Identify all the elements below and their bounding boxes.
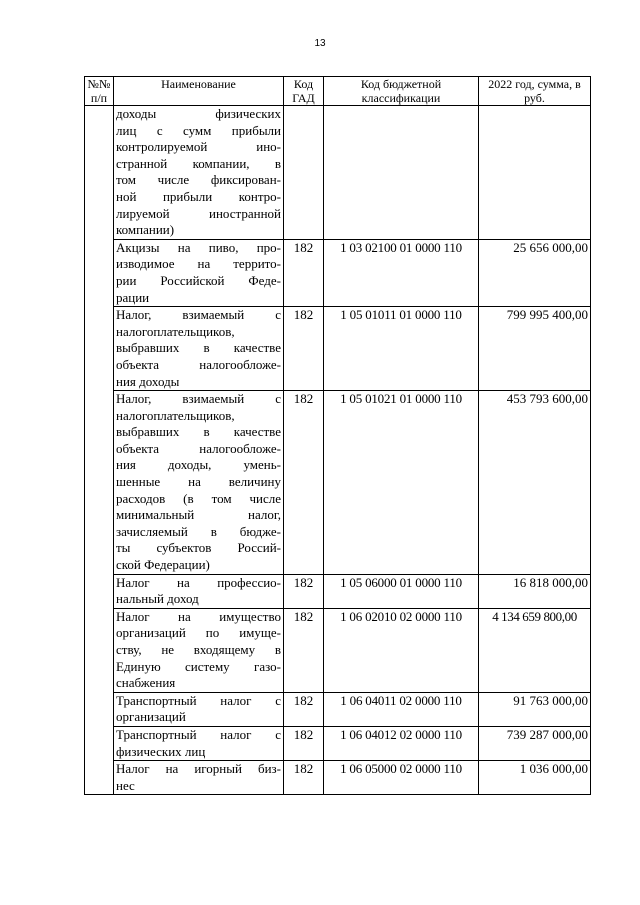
name-line: снабжения <box>116 675 176 691</box>
row-sum-cell: 4 134 659 800,00 <box>479 608 591 692</box>
table-row <box>85 307 591 391</box>
name-line: доходы физических <box>116 106 281 121</box>
table-row <box>85 692 591 726</box>
name-line: организаций <box>116 709 186 725</box>
header-gad: Код ГАД <box>284 77 324 106</box>
header-num: №№ п/п <box>85 77 114 106</box>
row-number-cell <box>85 106 114 795</box>
row-sum-cell: 16 818 000,00 <box>479 574 591 608</box>
name-line: физических лиц <box>116 743 206 759</box>
row-kbk-cell: 1 03 02100 01 0000 110 <box>324 239 479 306</box>
name-line: Налог на имущество <box>116 608 281 624</box>
row-name-cell <box>114 239 284 306</box>
name-line: нес <box>116 777 135 793</box>
name-line: контролируемой ино- <box>116 139 281 155</box>
row-kbk-cell: 1 06 04011 02 0000 110 <box>324 692 479 726</box>
row-kbk-cell: 1 05 01021 01 0000 110 <box>324 391 479 575</box>
name-line: минимальный налог, <box>116 507 281 523</box>
name-line: ты субъектов Россий- <box>116 540 281 556</box>
name-line: шенные на величину <box>116 474 281 490</box>
name-line: том числе фиксирован- <box>116 172 281 188</box>
name-line: налогоплательщиков, <box>116 323 235 339</box>
name-line: зачисляемый в бюдже- <box>116 523 281 539</box>
name-line: налогоплательщиков, <box>116 407 235 423</box>
name-line: рации <box>116 289 150 305</box>
name-line: Налог, взимаемый с <box>116 307 281 323</box>
name-line: организаций по имуще- <box>116 625 281 641</box>
row-sum-cell <box>479 106 591 240</box>
row-gad-cell: 182 <box>284 391 324 575</box>
header-kbk: Код бюджетной классификации <box>324 77 479 106</box>
table-row <box>85 239 591 306</box>
row-kbk-cell: 1 06 04012 02 0000 110 <box>324 726 479 760</box>
table-row <box>85 761 591 795</box>
row-name-cell <box>114 106 284 240</box>
row-name-cell <box>114 692 284 726</box>
budget-revenue-table <box>84 76 591 795</box>
header-sum: 2022 год, сумма, в руб. <box>479 77 591 106</box>
name-line: Налог на игорный биз- <box>116 761 281 777</box>
row-kbk-cell: 1 06 02010 02 0000 110 <box>324 608 479 692</box>
table-row <box>85 608 591 692</box>
table-header-row <box>85 77 591 106</box>
row-sum-cell: 91 763 000,00 <box>479 692 591 726</box>
name-line: Налог на профессио- <box>116 574 281 590</box>
row-kbk-cell: 1 05 01011 01 0000 110 <box>324 307 479 391</box>
row-kbk-cell <box>324 106 479 240</box>
row-sum-cell: 739 287 000,00 <box>479 726 591 760</box>
row-gad-cell: 182 <box>284 726 324 760</box>
name-line: компании) <box>116 222 175 238</box>
row-gad-cell: 182 <box>284 307 324 391</box>
name-line: ству, не входящему в <box>116 642 281 657</box>
name-line: Акцизы на пиво, про- <box>116 239 281 255</box>
row-kbk-cell: 1 06 05000 02 0000 110 <box>324 761 479 795</box>
name-line: лиц с сумм прибыли <box>116 122 281 138</box>
page-number: 13 <box>314 38 326 49</box>
row-name-cell <box>114 391 284 575</box>
name-line: ния доходы, умень- <box>116 457 281 473</box>
row-gad-cell: 182 <box>284 608 324 692</box>
name-line: выбравших в качестве <box>116 340 281 356</box>
name-line: расходов (в том числе <box>116 490 281 506</box>
name-line: ской Федерации) <box>116 557 210 573</box>
row-sum-cell: 453 793 600,00 <box>479 391 591 575</box>
name-line: объекта налогообложе- <box>116 356 281 372</box>
row-sum-cell: 799 995 400,00 <box>479 307 591 391</box>
name-line: ной прибыли контро- <box>116 188 281 204</box>
table-body <box>85 106 591 795</box>
name-line: рии Российской Феде- <box>116 272 281 288</box>
name-line: Налог, взимаемый с <box>116 391 281 407</box>
row-gad-cell: 182 <box>284 692 324 726</box>
row-gad-cell: 182 <box>284 239 324 306</box>
row-name-cell <box>114 574 284 608</box>
name-line: Транспортный налог с <box>116 692 281 708</box>
table-row <box>85 574 591 608</box>
table-row <box>85 391 591 575</box>
row-name-cell <box>114 307 284 391</box>
row-name-cell <box>114 726 284 760</box>
row-name-cell <box>114 608 284 692</box>
name-line: лируемой иностранной <box>116 205 281 221</box>
row-gad-cell: 182 <box>284 761 324 795</box>
name-line: выбравших в качестве <box>116 424 281 440</box>
table-row <box>85 106 591 240</box>
name-line: объекта налогообложе- <box>116 440 281 456</box>
row-kbk-cell: 1 05 06000 01 0000 110 <box>324 574 479 608</box>
name-line: нальный доход <box>116 591 199 607</box>
name-line: Единую систему газо- <box>116 658 281 674</box>
row-gad-cell: 182 <box>284 574 324 608</box>
row-sum-cell: 1 036 000,00 <box>479 761 591 795</box>
name-line: изводимое на террито- <box>116 256 281 272</box>
row-gad-cell <box>284 106 324 240</box>
name-line: Транспортный налог с <box>116 726 281 742</box>
name-line: странной компании, в <box>116 155 281 171</box>
table-row <box>85 726 591 760</box>
row-sum-cell: 25 656 000,00 <box>479 239 591 306</box>
header-name: Наименование <box>114 77 284 106</box>
name-line: ния доходы <box>116 373 180 389</box>
row-name-cell <box>114 761 284 795</box>
